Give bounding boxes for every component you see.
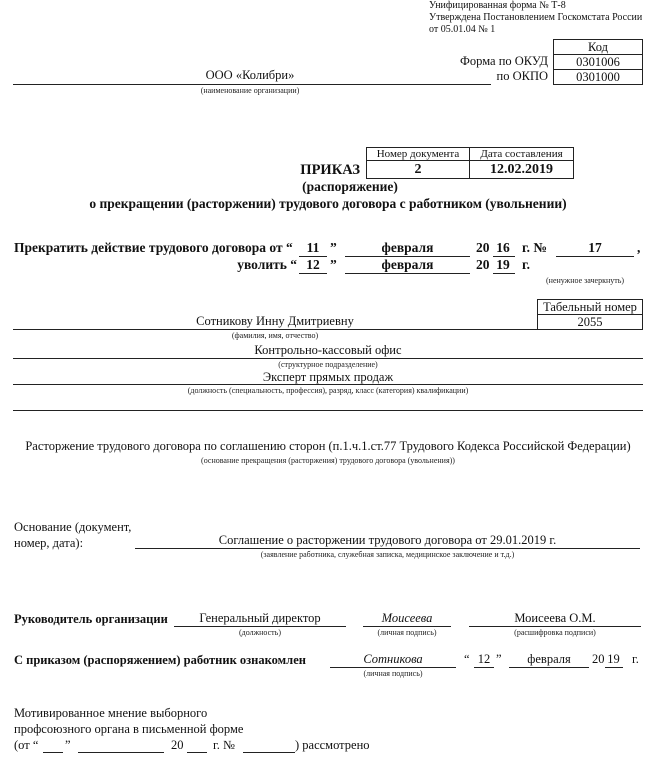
employee-name: Сотникову Инну Дмитриевну (196, 314, 354, 328)
ack-year-prefix: 20 (592, 652, 605, 666)
union-number-line (243, 752, 295, 753)
dismiss-label: уволить “ (237, 257, 297, 272)
basis-label-2: номер, дата): (14, 536, 84, 550)
form-line-1: Унифицированная форма № Т-8 (429, 0, 566, 11)
okud-value: 0301006 (554, 55, 643, 70)
comma: , (637, 240, 641, 255)
union-reviewed: ) рассмотрено (295, 738, 370, 752)
contract-month: февраля (381, 240, 434, 255)
doc-number-header: Номер документа (367, 148, 470, 161)
ack-year-label: г. (632, 652, 639, 666)
tab-number-table (537, 299, 643, 330)
dismiss-day-line (299, 273, 327, 274)
order-title: ПРИКАЗ (300, 162, 360, 178)
form-header (429, 0, 656, 36)
department-line (13, 358, 643, 359)
basis-value: Соглашение о расторжении трудового договора от 29.01.2019 г. (218, 533, 557, 547)
head-name: Моисеева О.М. (514, 611, 596, 625)
union-day-line (43, 752, 63, 753)
contract-day: 11 (306, 240, 320, 255)
ack-month-line (509, 667, 589, 668)
head-signature-line (363, 626, 451, 627)
code-header: Код (554, 40, 643, 55)
strike-note: (ненужное зачеркнуть) (546, 276, 625, 285)
quote-close-1: ” (330, 240, 337, 255)
contract-label: Прекратить действие трудового договора от “ (14, 240, 293, 255)
year-prefix-2: 20 (476, 257, 490, 272)
basis-line (135, 548, 640, 549)
ack-signature-line (330, 667, 456, 668)
employee-name-caption: (фамилия, имя, отчество) (231, 331, 319, 340)
head-label: Руководитель организации (14, 612, 168, 626)
head-position: Генеральный директор (199, 611, 321, 625)
quote-close-2: ” (330, 257, 337, 272)
head-signature-caption: (личная подпись) (377, 628, 437, 637)
dismiss-month: февраля (381, 257, 434, 272)
head-signature: Моисеева (381, 611, 433, 625)
tab-number-header: Табельный номер (538, 300, 643, 315)
union-year-line (187, 752, 207, 753)
year-label: г. (522, 257, 530, 272)
ack-quote-close: ” (496, 652, 502, 666)
ack-signature-caption: (личная подпись) (363, 669, 423, 678)
ack-quote-open: “ (464, 652, 470, 666)
ack-label: С приказом (распоряжением) работник ознакомлен (14, 653, 306, 667)
okud-label: Форма по ОКУД (460, 54, 548, 68)
okpo-label: по ОКПО (496, 69, 548, 83)
union-month-line (78, 752, 164, 753)
year-no-label: г. № (522, 240, 547, 255)
blank-line (13, 410, 643, 411)
order-subtitle: (распоряжение) (302, 179, 398, 194)
termination-reason: Расторжение трудового договора по соглашению сторон (п.1.ч.1.ст.77 Трудового Кодекса Российской Федерации) (25, 439, 631, 453)
okpo-value: 0301000 (554, 70, 643, 85)
contract-number: 17 (588, 240, 602, 255)
basis-label-1: Основание (документ, (14, 520, 132, 534)
tab-number: 2055 (538, 315, 643, 330)
position-line (13, 384, 643, 385)
position: Эксперт прямых продаж (262, 370, 394, 384)
dismiss-month-line (345, 273, 470, 274)
head-position-line (174, 626, 346, 627)
ack-year-line (605, 667, 623, 668)
ack-year: 19 (607, 652, 620, 666)
basis-caption: (заявление работника, служебная записка, медицинское заключение и т.д.) (260, 550, 515, 559)
ack-month: февраля (527, 652, 571, 666)
dismiss-year-line (493, 273, 515, 274)
dismiss-day: 12 (306, 257, 320, 272)
union-line-1: Мотивированное мнение выборного (14, 706, 208, 720)
year-prefix-1: 20 (476, 240, 490, 255)
contract-year: 16 (496, 240, 510, 255)
head-name-caption: (расшифровка подписи) (514, 628, 596, 637)
termination-reason-caption: (основание прекращения (расторжения) трудового договора (увольнения)) (201, 456, 455, 465)
date-header: Дата составления (470, 148, 574, 161)
employee-name-line (13, 329, 537, 330)
ack-signature: Сотникова (363, 652, 423, 666)
codes-table (553, 39, 643, 85)
union-no-label: г. № (213, 738, 235, 752)
order-description: о прекращении (расторжении) трудового договора с работником (увольнении) (89, 196, 567, 211)
head-position-caption: (должность) (239, 628, 281, 637)
dismiss-year: 19 (496, 257, 510, 272)
union-from-label: (от “ (14, 738, 39, 752)
department: Контрольно-кассовый офис (254, 343, 402, 357)
union-line-2: профсоюзного органа в письменной форме (14, 722, 244, 736)
union-year-prefix: 20 (171, 738, 184, 752)
head-name-line (469, 626, 641, 627)
organization-line (13, 84, 491, 85)
position-caption: (должность (специальность, профессия), разряд, класс (категория) квалификации) (187, 386, 469, 395)
union-quote-close: ” (65, 738, 71, 752)
organization-name: ООО «Колибри» (205, 68, 295, 82)
organization-caption: (наименование организации) (200, 86, 300, 95)
contract-number-line (556, 256, 634, 257)
form-line-2: Утверждена Постановлением Госкомстата России (429, 12, 643, 23)
order-table (366, 147, 574, 179)
ack-day: 12 (477, 652, 491, 666)
department-caption: (структурное подразделение) (278, 360, 378, 369)
ack-day-line (474, 667, 494, 668)
form-line-3: от 05.01.04 № 1 (429, 24, 496, 35)
order-date: 12.02.2019 (470, 161, 574, 179)
doc-number: 2 (367, 161, 470, 179)
